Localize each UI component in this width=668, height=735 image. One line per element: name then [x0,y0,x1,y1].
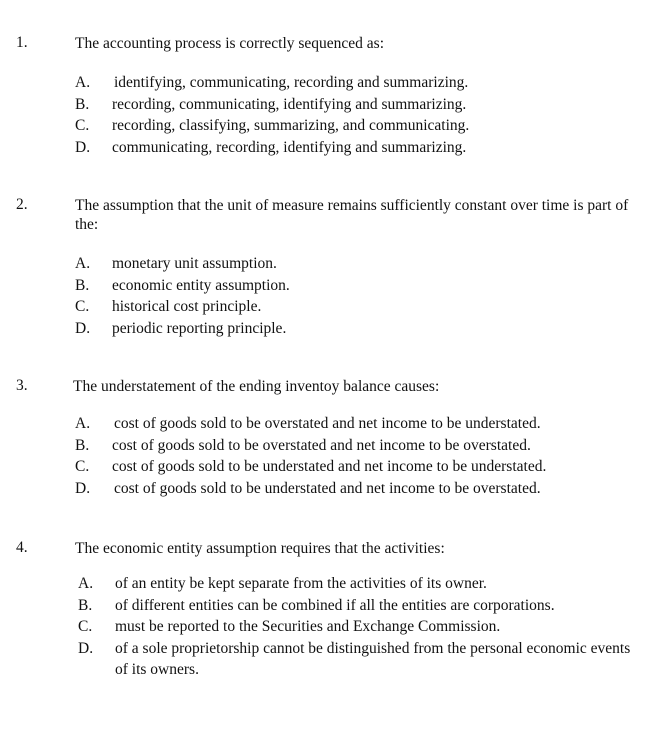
option-text: cost of goods sold to be understated and net income to be overstated. [114,479,541,497]
option-text: of an entity be kept separate from the activities of its owner. [115,575,487,592]
option-text: cost of goods sold to be overstated and net income to be overstated. [112,436,531,454]
option-text: cost of goods sold to be understated and net income to be understated. [112,458,547,475]
option-letter: D. [75,138,91,156]
question-number: 1. [16,34,28,51]
option-letter: B. [75,276,90,294]
question-number: 2. [16,196,28,213]
question-text: The understatement of the ending inventoy balance causes: [73,378,440,395]
option-letter: B. [75,436,90,454]
option-text: periodic reporting principle. [112,319,287,337]
question-number: 3. [16,377,28,394]
question-number: 4. [16,539,28,556]
option-text: cost of goods sold to be overstated and net income to be understated. [114,415,541,432]
option-letter: B. [78,596,93,614]
option-letter: C. [78,618,93,635]
option-text: economic entity assumption. [112,276,290,294]
option-letter: C. [75,117,90,134]
option-letter: A. [75,74,91,91]
question-text: The accounting process is correctly sequenced as: [75,35,385,52]
option-text: monetary unit assumption. [112,255,277,272]
option-letter: B. [75,95,90,113]
option-letter: A. [75,255,91,272]
option-text: identifying, communicating, recording and summarizing. [114,74,469,91]
option-text: recording, communicating, identifying and summarizing. [112,95,467,113]
option-letter: A. [75,415,91,432]
option-text: communicating, recording, identifying and summarizing. [112,138,467,156]
option-text: recording, classifying, summarizing, and communicating. [112,117,470,134]
option-text: of different entities can be combined if all the entities are corporations. [115,596,555,614]
option-text: must be reported to the Securities and Exchange Commission. [115,618,501,635]
question-text: The economic entity assumption requires that the activities: [75,540,445,557]
option-text: of a sole proprietorship cannot be distinguished from the personal economic events of its owners. [115,639,631,678]
option-letter: C. [75,458,90,475]
question-text: The assumption that the unit of measure remains sufficiently constant over time is part of the: [75,197,629,233]
option-letter: D. [75,479,91,497]
option-letter: A. [78,575,94,592]
option-text: historical cost principle. [112,298,262,315]
option-letter: D. [78,639,94,657]
option-letter: D. [75,319,91,337]
option-letter: C. [75,298,90,315]
